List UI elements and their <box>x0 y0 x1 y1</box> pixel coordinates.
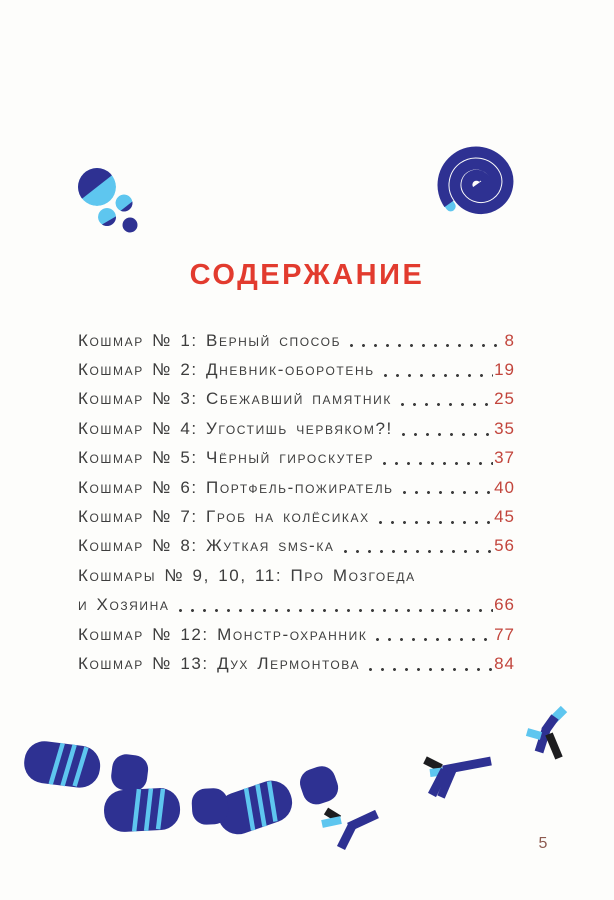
toc-leader-dots <box>384 374 493 377</box>
toc-entry-label: Кошмар № 7: Гроб на колёсиках <box>78 507 370 527</box>
toc-page-number: 8 <box>504 330 515 350</box>
toc-leader-dots <box>179 609 494 612</box>
page-title: СОДЕРЖАНИЕ <box>189 259 425 291</box>
footprints-decoration <box>0 700 614 900</box>
page-number: 5 <box>538 835 548 852</box>
toc-row <box>78 502 515 531</box>
toc-leader-dots <box>401 403 493 406</box>
ink-dots-icon <box>70 158 148 240</box>
toc-entry-label: Кошмар № 2: Дневник-оборотень <box>78 360 375 380</box>
toc-row <box>78 649 515 678</box>
toc-page-number: 40 <box>494 477 515 497</box>
bird-track-icon <box>322 811 377 848</box>
toc-page-number: 56 <box>494 536 515 556</box>
toc-leader-dots <box>344 550 494 553</box>
toc-leader-dots <box>350 344 503 347</box>
toc-row <box>78 473 515 502</box>
toc-row <box>78 561 515 590</box>
footprint-icon <box>22 739 150 796</box>
toc-leader-dots <box>383 462 493 465</box>
footprint-icon <box>103 785 229 833</box>
toc-row <box>78 532 515 561</box>
toc-row <box>78 620 515 649</box>
toc-entry-label: Кошмар № 13: Дух Лермонтова <box>78 653 361 673</box>
toc-leader-dots <box>376 638 493 641</box>
toc-leader-dots <box>403 491 493 494</box>
toc-row <box>78 591 515 620</box>
toc-entry-label: Кошмары № 9, 10, 11: Про Мозгоеда <box>78 565 416 585</box>
toc-row <box>78 385 515 414</box>
toc-entry-label: Кошмар № 5: Чёрный гироскутер <box>78 448 375 468</box>
toc-leader-dots <box>379 521 493 524</box>
toc-entry-label: Кошмар № 4: Угостишь червяком?! <box>78 418 393 438</box>
toc-page-number: 84 <box>494 653 515 673</box>
toc-entry-label: Кошмар № 6: Портфель-пожиратель <box>78 477 394 497</box>
toc-page-number: 19 <box>494 360 515 380</box>
toc-entry-label: Кошмар № 8: Жуткая sms-ка <box>78 536 335 556</box>
toc-row <box>78 444 515 473</box>
toc-entry-label: Кошмар № 1: Верный способ <box>78 330 342 350</box>
toc-row <box>78 326 515 355</box>
toc-entry-label: и Хозяина <box>78 595 170 615</box>
table-of-contents <box>78 326 515 679</box>
toc-row <box>78 355 515 384</box>
toc-page-number: 35 <box>494 418 515 438</box>
bird-track-icon <box>527 709 564 758</box>
toc-page-number: 66 <box>494 595 515 615</box>
spiral-icon <box>426 130 526 230</box>
toc-row <box>78 414 515 443</box>
toc-page-number: 77 <box>494 624 515 644</box>
bird-track-icon <box>425 760 491 797</box>
toc-page-number: 45 <box>494 507 515 527</box>
toc-entry-label: Кошмар № 3: Сбежавший памятник <box>78 389 392 409</box>
toc-page-number: 25 <box>494 389 515 409</box>
toc-leader-dots <box>369 668 493 671</box>
toc-leader-dots <box>402 433 493 436</box>
toc-page-number: 37 <box>494 448 515 468</box>
toc-entry-label: Кошмар № 12: Монстр-охранник <box>78 624 368 644</box>
